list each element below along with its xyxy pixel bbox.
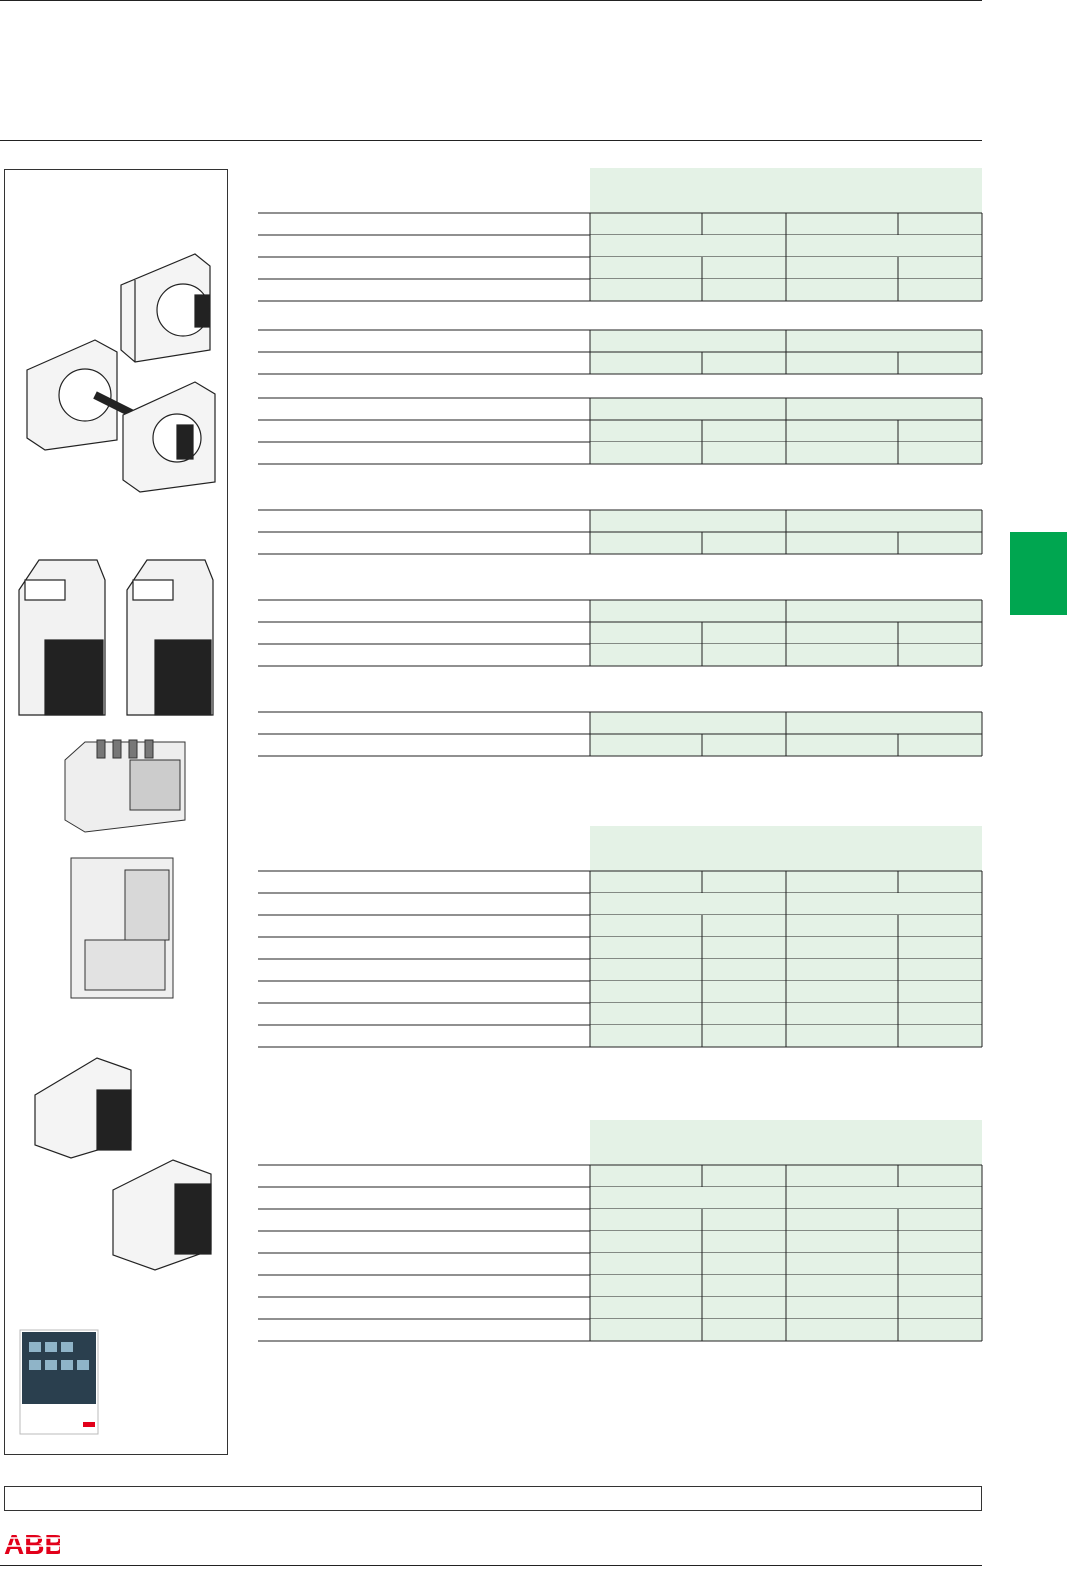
footer-bar [4, 1486, 982, 1511]
table-cell-block [590, 826, 982, 871]
abb-logo-wordmark: ABB [4, 1529, 60, 1558]
table-cell-block [590, 1120, 982, 1165]
abb-logo [4, 1528, 60, 1563]
table-cell-block [590, 168, 982, 213]
footer-rule [0, 1565, 982, 1566]
